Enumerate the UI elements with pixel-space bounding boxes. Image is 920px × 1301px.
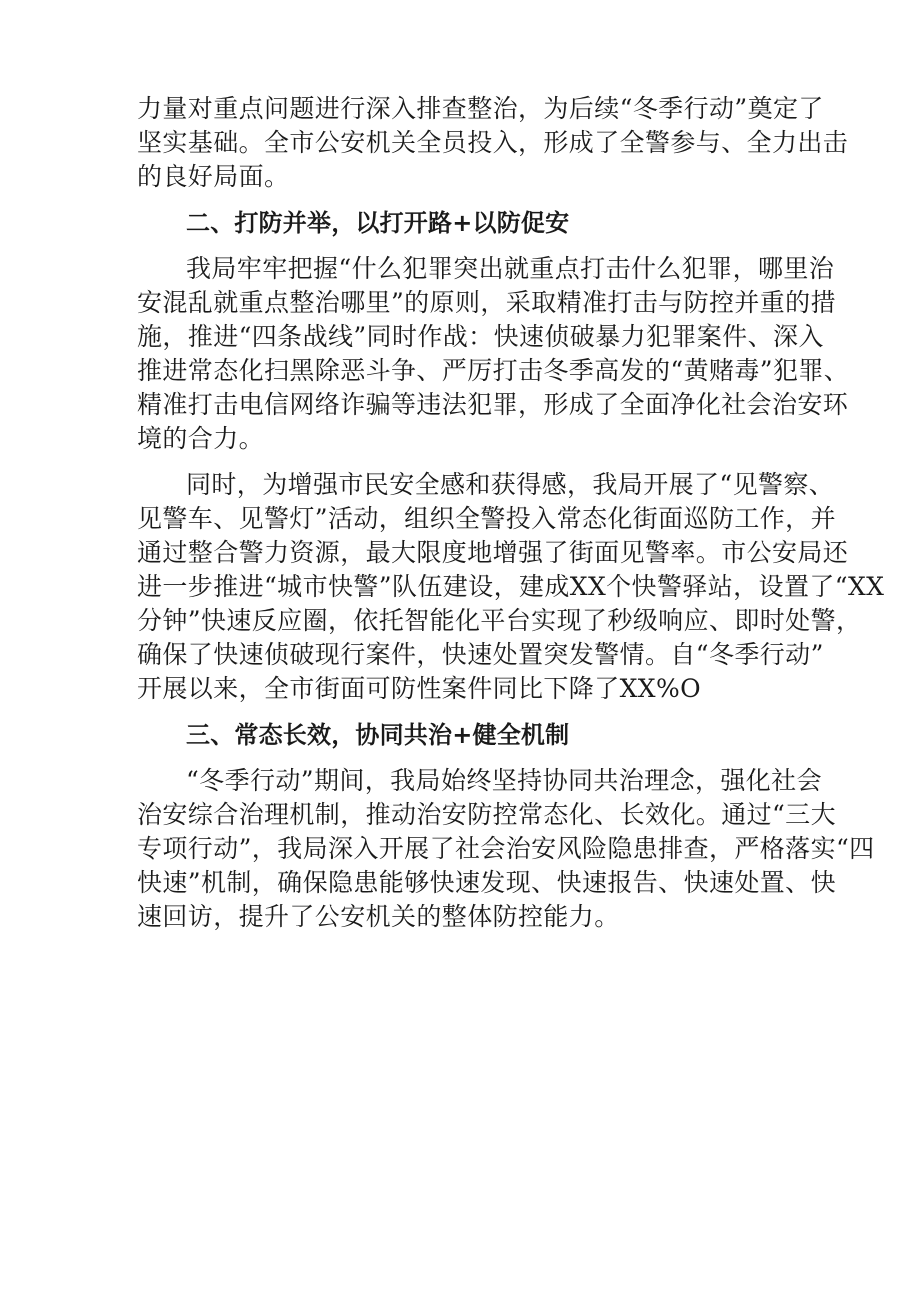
paragraph-coordination [137,764,875,934]
text-line: 的良好局面。 [137,162,290,191]
text-line: 境的合力。 [137,424,265,453]
document-page [137,92,885,934]
section-heading-3: 三、常态长效，协同共治+健全机制 [186,721,570,749]
text-line: 开展以来，全市街面可防性案件同比下降了XX%O [137,674,702,703]
text-line: 进一步推进“城市快警”队伍建设，建成XX个快警驿站，设置了“XX [137,572,885,601]
paragraph-patrol [137,468,885,706]
text-line: 力量对重点问题进行深入排查整治，为后续“冬季行动”奠定了 [137,94,824,123]
text-line: 分钟”快速反应圈，依托智能化平台实现了秒级响应、即时处警， [137,606,862,635]
paragraph-intro [137,92,849,194]
paragraph-strike-prevent [137,252,850,456]
text-line: 精准打击电信网络诈骗等违法犯罪，形成了全面净化社会治安环 [137,390,849,419]
text-line: 同时，为增强市民安全感和获得感，我局开展了“见警察、 [186,470,835,499]
text-line: 施，推进“四条战线”同时作战：快速侦破暴力犯罪案件、深入 [137,322,824,351]
text-line: “冬季行动”期间，我局始终坚持协同共治理念，强化社会 [186,766,822,795]
text-line: 治安综合治理机制，推动治安防控常态化、长效化。通过“三大 [137,800,836,829]
text-line: 确保了快速侦破现行案件，快速处置突发警情。自“冬季行动” [137,640,824,669]
text-line: 速回访，提升了公安机关的整体防控能力。 [137,902,620,931]
section-heading-2: 二、打防并举，以打开路+以防促安 [186,209,570,237]
text-line: 见警车、见警灯”活动，组织全警投入常态化街面巡防工作，并 [137,504,836,533]
text-line: 我局牢牢把握“什么犯罪突出就重点打击什么犯罪，哪里治 [186,254,835,283]
text-line: 坚实基础。全市公安机关全员投入，形成了全警参与、全力出击 [137,128,849,157]
text-line: 专项行动”，我局深入开展了社会治安风险隐患排查，严格落实“四 [137,834,875,863]
text-line: 推进常态化扫黑除恶斗争、严厉打击冬季高发的“黄赌毒”犯罪、 [137,356,850,385]
text-line: 快速”机制，确保隐患能够快速发现、快速报告、快速处置、快 [137,868,836,897]
text-line: 通过整合警力资源，最大限度地增强了街面见警率。市公安局还 [137,538,849,567]
text-line: 安混乱就重点整治哪里”的原则，采取精准打击与防控并重的措 [137,288,836,317]
